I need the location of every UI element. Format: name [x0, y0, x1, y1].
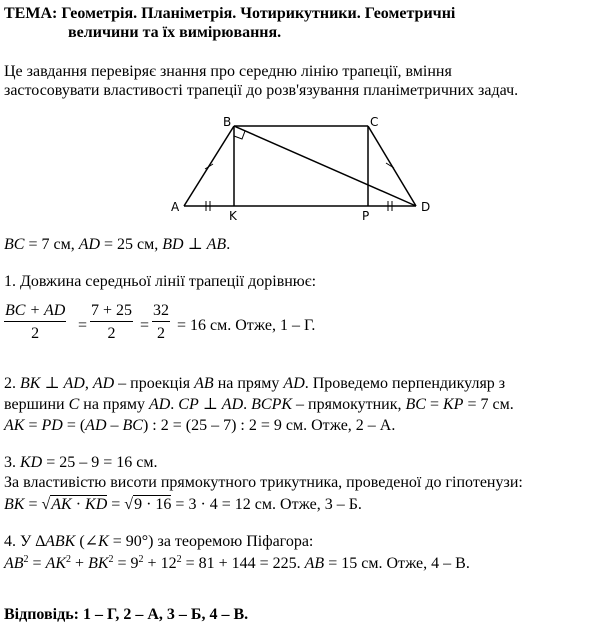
equals-1: = — [78, 317, 88, 334]
step3-line-2: За властивістю висоти прямокутного трикутника, проведеної до гіпотенузи: — [4, 474, 523, 491]
point-c-label: C — [370, 115, 379, 129]
step2-line-2: вершини C на пряму AD. CP ⊥ AD. BCPK – прямокутник, BC = KP = 7 см. — [4, 396, 514, 413]
step4-line-2: $AB^2 = AK^2 + BK^2 = 9^2 + 12^2 = 81 + 144 = 225$. AB = 15 см. Отже, 4 – В. — [4, 554, 470, 572]
answer-line: Відповідь: 1 – Г, 2 – А, 3 – Б, 4 – В. — [4, 606, 249, 623]
step2-line-3: AK = PD = (AD – BC) : 2 = (25 – 7) : 2 = 9 см. Отже, 2 – А. — [4, 417, 396, 434]
fraction-2: $\frac{7 + 25}{2}$ — [91, 302, 133, 342]
right-angle-mark — [234, 131, 245, 139]
step3-line-3: BK = √AK · KD = √9 · 16 = 3 · 4 = 12 см. Отже, 3 – Б. — [4, 496, 362, 513]
given-line: BC = 7 см, AD = 25 см, BD ⊥ AB. — [4, 236, 231, 253]
topic-line-1: ТЕМА: Геометрія. Планіметрія. Чотирикутники. Геометричні — [4, 5, 456, 22]
point-b-label: B — [223, 115, 232, 129]
equals-2: = — [140, 317, 150, 334]
point-k-label: K — [229, 209, 237, 223]
intro-line-2: застосовувати властивості трапеції до розв'язування планіметричних задач. — [4, 82, 519, 99]
point-a-label: A — [171, 200, 180, 214]
point-d-label: D — [421, 200, 431, 214]
step4-line-1: 4. У ∆ABK (∠K = 90°) за теоремою Піфагора: — [4, 533, 314, 550]
step3-line-1: 3. KD = 25 – 9 = 16 см. — [4, 454, 158, 471]
step1-text: 1. Довжина середньої лінії трапеції дорівнює: — [4, 273, 317, 290]
step2-line-1: 2. BK ⊥ AD, AD – проекція AB на пряму AD. Проведемо перпендикуляр з — [4, 375, 506, 392]
intro-line-1: Це завдання перевіряє знання про середню лінію трапеції, вміння — [4, 63, 452, 80]
trapezoid-figure — [160, 112, 440, 224]
side-cd — [368, 126, 416, 206]
topic-line-2: величини та їх вимірювання. — [68, 24, 282, 41]
fraction-3: $\frac{32}{2}$ — [153, 302, 169, 342]
diagonal-bd — [234, 126, 416, 206]
fraction-1: $\frac{BC + AD}{2}$ — [5, 302, 66, 342]
point-p-label: P — [362, 209, 370, 223]
step1-result: = 16 см. Отже, 1 – Г. — [177, 317, 316, 334]
